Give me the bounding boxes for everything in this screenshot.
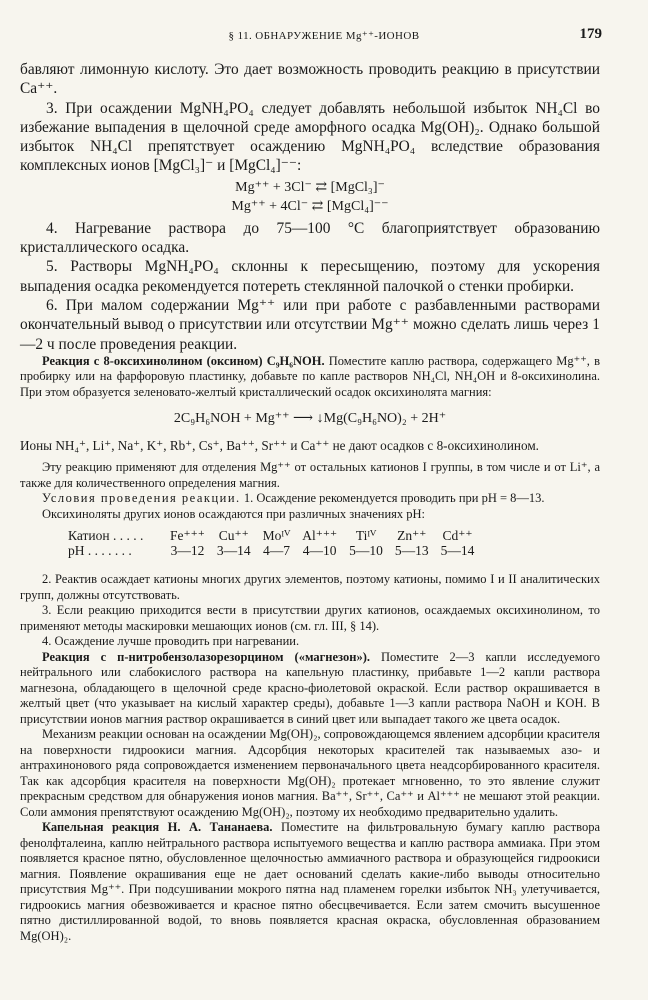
paragraph: 4. Осаждение лучше проводить при нагревании. bbox=[42, 634, 300, 649]
paragraph bbox=[20, 491, 600, 507]
table-cell: Катион . . . . . bbox=[68, 528, 144, 544]
paragraph: 5. Растворы MgNH₄PO₄ склонны к пересыщению, поэтому для ускорения выпадения осадка рекомендуется потереть стеклянной палочкой о стенки пробирки. bbox=[20, 258, 600, 295]
table-cell: 5—14 bbox=[440, 543, 475, 559]
paragraph: Ионы NH₄⁺, Li⁺, Na⁺, K⁺, Rb⁺, Cs⁺, Ba⁺⁺, Sr⁺⁺ и Ca⁺⁺ не дают осадков с 8-оксихинолином. bbox=[20, 438, 539, 454]
table-cell: Cu⁺⁺ bbox=[218, 528, 249, 544]
table-cell: 4—10 bbox=[302, 543, 337, 559]
paragraph: 2. Реактив осаждает катионы многих других элементов, поэтому катионы, помимо I и II аналитических групп, должны отсутствовать. bbox=[20, 572, 600, 602]
page-body bbox=[20, 60, 600, 944]
paragraph-heading: Реакция с п-нитробензолазорезорцином («магнезон»). bbox=[42, 649, 370, 664]
table-cell: Tiᴵⱽ bbox=[355, 528, 377, 544]
paragraph: 6. При малом содержании Mg⁺⁺ или при работе с разбавленными растворами окончательный вывод о присутствии или отсутствии Mg⁺⁺ можно сделать лишь через 1—2 ч после проведения реакции. bbox=[20, 296, 600, 353]
paragraph: 4. Нагревание раствора до 75—100 °C благоприятствует образованию кристаллического осадка. bbox=[20, 219, 600, 257]
small-print-section bbox=[20, 354, 600, 945]
paragraph-text: 1. Осаждение рекомендуется проводить при pH = 8—13. bbox=[240, 491, 545, 506]
table-cell: 4—7 bbox=[262, 543, 290, 559]
table-cell: Al⁺⁺⁺ bbox=[302, 528, 338, 544]
table-cell: 3—12 bbox=[170, 543, 205, 559]
paragraph-text: Поместите на фильтровальную бумагу каплю раствора фенолфталеина, каплю нейтрального раствора испытуемого вещества и каплю раствора аммиака. При этом появляется красное пятно, обусловленное щелочностью аммиачного раствора и образующейся гидроокиси магния. Появление окрашивания еще не дает оснований сделать какие-либо выводы относительно присутствия Mg⁺⁺. При подсушивании мокрого пятна над пламенем горелки избыток NH₃ улетучивается, гидроокись магния обезвоживается и красное пятно обесцвечивается. Если затем смочить высушенное пятно дистиллированной водой, то вновь появляется красная окраска, обусловленная образованием Mg(OH)₂. bbox=[20, 820, 600, 943]
table-cell: 3—14 bbox=[216, 543, 251, 559]
paragraph: Механизм реакции основан на осаждении Mg(OH)₂, сопровождающемся явлением адсорбции красителя на поверхности гидроокиси магния. Адсорбция некоторых красителей так называемых азо- и антрахинонового ряда сопровождается изменением первоначального цвета неадсорбированного красителя. Так как адсорбция красителя на поверхности Mg(OH)₂ протекает мгновенно, то это явление служит прекрасным средством для обнаружения ионов магния. Ba⁺⁺, Sr⁺⁺, Ca⁺⁺ и Al⁺⁺⁺ не мешают этой реакции. Соли аммония препятствуют осаждению Mg(OH)₂, поэтому их необходимо предварительно удалить. bbox=[20, 727, 600, 819]
table-cell: Moᴵⱽ bbox=[262, 528, 291, 544]
paragraph bbox=[20, 820, 600, 944]
ph-table bbox=[68, 528, 480, 558]
paragraph: 3. При осаждении MgNH₄PO₄ следует добавлять небольшой избыток NH₄Cl во избежание выпадения в щелочной среде аморфного осадка Mg(OH)₂. Однако большой избыток NH₄Cl препятствует осаждению MgNH₄PO₄ вследствие образования комплексных ионов [MgCl₃]⁻ и [MgCl₄]⁻⁻: bbox=[20, 99, 600, 175]
paragraph-heading: Условия проведения реакции. bbox=[42, 491, 241, 506]
paragraph: Эту реакцию применяют для отделения Mg⁺⁺ от остальных катионов I группы, в том числе и от Li⁺, а также для количественного определения магния. bbox=[20, 460, 600, 490]
table-cell: 5—13 bbox=[394, 543, 429, 559]
running-head: § 11. ОБНАРУЖЕНИЕ Mg⁺⁺-ИОНОВ bbox=[228, 30, 420, 42]
page-number: 179 bbox=[579, 26, 602, 42]
paragraph-heading: Реакция с 8-оксихинолином (оксином) C₉H₆NOH. bbox=[42, 353, 325, 368]
paragraph: 3. Если реакцию приходится вести в присутствии других катионов, осаждаемых оксихинолином, то применяют методы маскировки мешающих ионов (см. гл. III, § 14). bbox=[20, 603, 600, 633]
table-cell: Fe⁺⁺⁺ bbox=[170, 528, 205, 544]
equation: Mg⁺⁺ + 3Cl⁻ ⇄ [MgCl₃]⁻ bbox=[235, 179, 385, 195]
table-cell: Zn⁺⁺ bbox=[397, 528, 427, 544]
paragraph-heading: Капельная реакция Н. А. Тананаева. bbox=[42, 820, 273, 835]
paragraph: Оксихиноляты других ионов осаждаются при различных значениях pH: bbox=[42, 506, 426, 521]
table-cell: 5—10 bbox=[349, 543, 383, 559]
paragraph bbox=[20, 650, 600, 728]
paragraph bbox=[20, 354, 600, 401]
table-row bbox=[68, 528, 480, 543]
paragraph-text: Поместите каплю раствора, содержащего Mg⁺⁺, в пробирку или на фарфоровую пластинку, добавьте по капле растворов NH₄Cl, NH₄OH и 8-оксихинолина. При этом образуется зеленовато-желтый кристаллический осадок оксихинолята магния: bbox=[20, 353, 600, 399]
paragraph: бавляют лимонную кислоту. Это дает возможность проводить реакцию в присутствии Ca⁺⁺. bbox=[20, 61, 600, 98]
equation: 2C₉H₆NOH + Mg⁺⁺ ⟶ ↓Mg(C₉H₆NO)₂ + 2H⁺ bbox=[173, 411, 447, 427]
large-print-section bbox=[20, 60, 600, 354]
equation: Mg⁺⁺ + 4Cl⁻ ⇄ [MgCl₄]⁻⁻ bbox=[231, 198, 389, 214]
page-header bbox=[0, 26, 648, 46]
table-cell: Cd⁺⁺ bbox=[442, 528, 473, 544]
paragraph-text: Поместите 2—3 капли исследуемого нейтрального или слабокислого раствора на капельную пластинку, прибавьте 1—2 капли раствора магнезона, обладающего в щелочной среде красно-фиолетовой окраской. Если раствор окрашивается в желтый цвет (что указывает на кислый характер среды), добавьте 1—3 капли раствора NaOH и KOH. В присутствии ионов магния раствор окрашивается в синий цвет или выпадает такого же цвета осадок. bbox=[20, 649, 600, 726]
table-cell: pH . . . . . . . bbox=[68, 543, 132, 559]
table-row bbox=[68, 543, 480, 558]
